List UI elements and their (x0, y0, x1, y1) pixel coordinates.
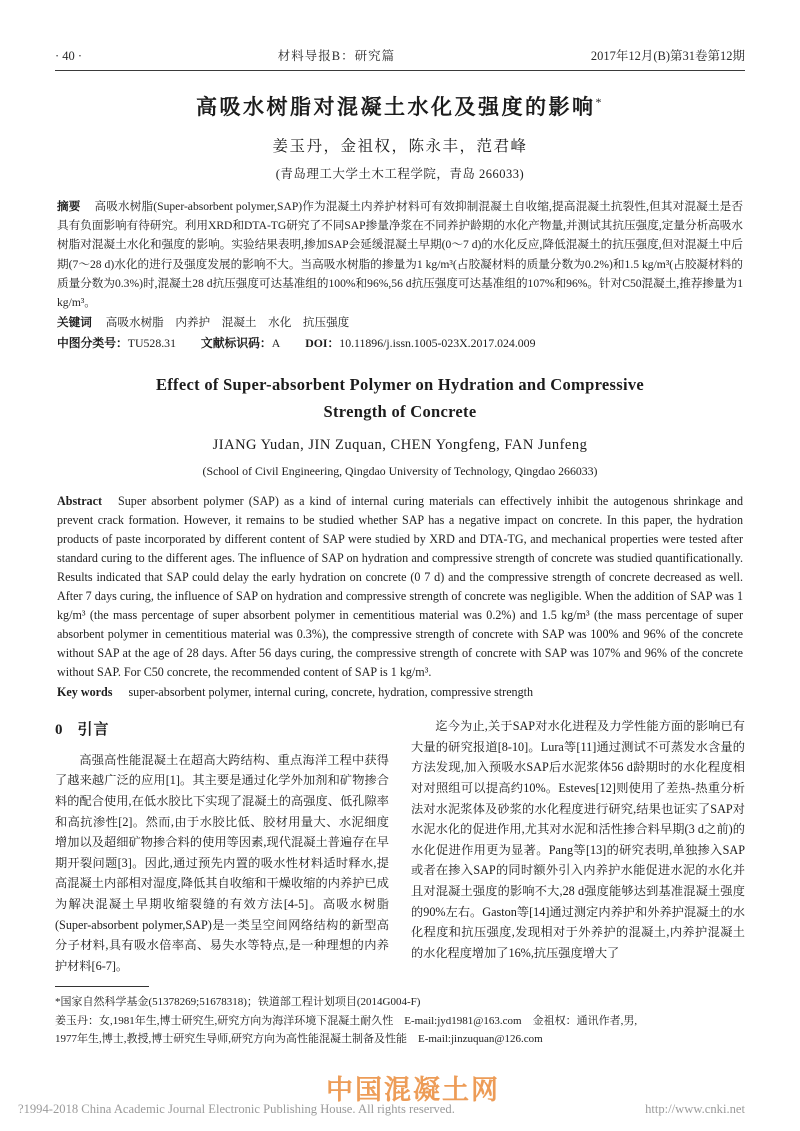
affiliation-en: (School of Civil Engineering, Qingdao University of Technology, Qingdao 266033) (202, 464, 598, 479)
authors-cn: 姜玉丹，金祖权，陈永丰，范君峰 (272, 138, 528, 155)
footnote (55, 986, 747, 1049)
issue-info: 2017年12月(B)第31卷第12期 (590, 49, 745, 63)
abstract-en-label: Abstract (57, 494, 103, 509)
clc-label: 中图分类号： (57, 336, 128, 351)
classification-line (57, 334, 743, 353)
footnote-bio-line2: 1977年生,博士,教授,博士研究生导师,研究方向为高性能混凝土制备及性能 E-mail:jinzuquan@126.com (55, 1033, 543, 1045)
body-columns (55, 716, 745, 976)
abstract-cn (57, 197, 743, 312)
article-title-en-line1: Effect of Super-absorbent Polymer on Hydration and Compressive (155, 375, 645, 395)
watermark: 中国混凝土网 (326, 1075, 500, 1105)
article-title-cn (0, 91, 800, 121)
footnote-bio-line1: 姜玉丹：女,1981年生,博士研究生,研究方向为海洋环境下混凝土耐久性 E-mail:jyd1981@163.com 金祖权：通讯作者,男, (55, 1014, 638, 1027)
section-number: 0 (55, 722, 64, 739)
right-column-paragraph: 迄今为止,关于SAP对水化进程及力学性能方面的影响已有大量的研究报道[8-10]。Lura等[11]通过测试不可蒸发水含量的方法发现,加入预吸水SAP后水泥浆体56 d龄期时的水化程度相对对照组可以提高约10%。Esteves[12]则使用了差热-热重分析法对水泥浆体及砂浆的水化程度进行研究,结果也证实了SAP对水泥水化的促进作用,尤其对水泥和活性掺合料早期(3 d之前)的水化促进作用更为显著。Pang等[13]的研究表明,单独掺入SAP或者在掺入SAP的同时额外引入内养护水能促进水泥的水化并且对混凝土强度的影响不大,28 d强度能够达到基准混凝土强度的90%左右。Gaston等[14]通过测定内养护和外养护混凝土的水化程度和抗压强度,发现相对于外养护的混凝土,内养护混凝土的水化程度增加了16%,抗压强度增大了 (411, 719, 745, 960)
abstract-cn-label: 摘要 (57, 200, 81, 213)
abstract-en-text: Super absorbent polymer (SAP) as a kind of internal curing materials can effectively inhibit the autogenous shrinkage and prevent crack formation. However, it remains to be studied whether SAP has a negative impact on concrete. In this paper, the hydration products of paste incorporated by different content of SAP were studied by XRD and DTA-TG, and mechanical properties were tested after standard curing to the different ages. The influence of SAP on hydration and compressive strength of concrete was studied quantificationally. Results indicated that SAP could delay the early hydration on concrete (0 7 d) and the compressive strength of concrete decreased as well. After 7 days curing, the influence of SAP on hydration and compressive strength of concrete was negligible. When the addition of SAP was 1 kg/m³ (the mass percentage of super absorbent polymer in cementitious material was 0.2%) and 1.5 kg/m³ (the mass percentage of super absorbent polymer in cementitious material was 0.3%), the compressive strength of concrete with SAP was 100% and 96% of the concrete without SAP at the age of 28 days. After 56 days curing, the compressive strength of concrete with SAP was 107% and 96% of the concrete without SAP. For C50 concrete, the recommended content of SAP is 1 kg/m³. (57, 494, 743, 680)
section-title: 引言 (77, 722, 110, 739)
keywords-en-text: super-absorbent polymer, internal curing, concrete, hydration, compressive strength (128, 685, 534, 700)
right-column (411, 716, 745, 976)
footnote-rule (55, 986, 149, 987)
doccode-label: 文献标识码： (200, 336, 272, 351)
abstract-en (57, 492, 743, 682)
journal-name: 材料导报B：研究篇 (277, 49, 396, 63)
article-title-en-line2: Strength of Concrete (323, 402, 477, 422)
header-rule (55, 70, 745, 71)
doi-value: 10.11896/j.issn.1005-023X.2017.024.009 (339, 336, 536, 351)
authors-en: JIANG Yudan, JIN Zuquan, CHEN Yongfeng, FAN Junfeng (212, 437, 588, 454)
keywords-cn-label: 关键词 (57, 316, 92, 330)
doccode-value: A (271, 336, 281, 351)
footnote-funding: *国家自然科学基金(51378269;51678318)；铁道部工程计划项目(2014G004-F) (55, 996, 421, 1008)
title-footnote-marker: * (595, 95, 604, 109)
page-header (55, 46, 745, 64)
keywords-en-label: Key words (57, 685, 113, 700)
page-number: · 40 · (55, 49, 83, 63)
clc-value: TU528.31 (127, 336, 176, 351)
doi-label: DOI： (305, 336, 340, 351)
affiliation-cn: (青岛理工大学土木工程学院，青岛 266033) (275, 167, 525, 181)
left-column-paragraph: 高强高性能混凝土在超高大跨结构、重点海洋工程中获得了越来越广泛的应用[1]。其主要是通过化学外加剂和矿物掺合料的配合使用,在低水胶比下实现了混凝土的高强度、低孔隙率和高抗渗性[2]。然而,由于水胶比低、胶材用量大、水泥细度增加以及超细矿物掺合料的使用等因素,现代混凝土普遍存在早期开裂问题[3]。因此,通过预先内置的吸水性材料适时释水,提高混凝土内部相对湿度,降低其自收缩和干燥收缩的内养护已成为解决混凝土早期收缩裂缝的有效方法[4-5]。高吸水树脂(Super-absorbent polymer,SAP)是一类呈空间网络结构的新型高分子材料,具有吸水倍率高、易失水等特点,是一种理想的内养护材料[6-7]。 (55, 752, 389, 973)
article-title-en (0, 371, 800, 425)
section-heading (55, 720, 389, 741)
cnki-url: http://www.cnki.net (645, 1102, 745, 1116)
keywords-en (57, 685, 743, 700)
left-column (55, 716, 389, 976)
keywords-cn (57, 313, 743, 332)
page-footer (0, 1102, 800, 1117)
article-title-cn-text: 高吸水树脂对混凝土水化及强度的影响 (196, 95, 596, 119)
abstract-cn-text: 高吸水树脂(Super-absorbent polymer,SAP)作为混凝土内养护材料可有效抑制混凝土自收缩,提高混凝土抗裂性,但其对混凝土是否具有负面影响有待研究。利用XRD和DTA-TG研究了不同SAP掺量净浆在不同养护龄期的水化产物量,并测试其抗压强度,定量分析高吸水树脂对混凝土水化和强度的影响。实验结果表明,掺加SAP会延缓混凝土早期(0～7 d)的水化反应,降低混凝土的抗压强度,但对混凝土中后期(7～28 d)水化的进行及强度发展的影响不大。当高吸水树脂的掺量为1 kg/m³(占胶凝材料的质量分数为0.2%)和1.5 kg/m³(占胶凝材料的质量分数为0.3%)时,混凝土28 d抗压强度可达基准组的100%和96%,56 d抗压强度可达基准组的107%和96%。针对C50混凝土,推荐掺量为1 kg/m³。 (57, 200, 743, 310)
copyright-text: ?1994-2018 China Academic Journal Electronic Publishing House. All rights reserved. (18, 1102, 455, 1116)
keywords-cn-text: 高吸水树脂 内养护 混凝土 水化 抗压强度 (105, 316, 350, 330)
